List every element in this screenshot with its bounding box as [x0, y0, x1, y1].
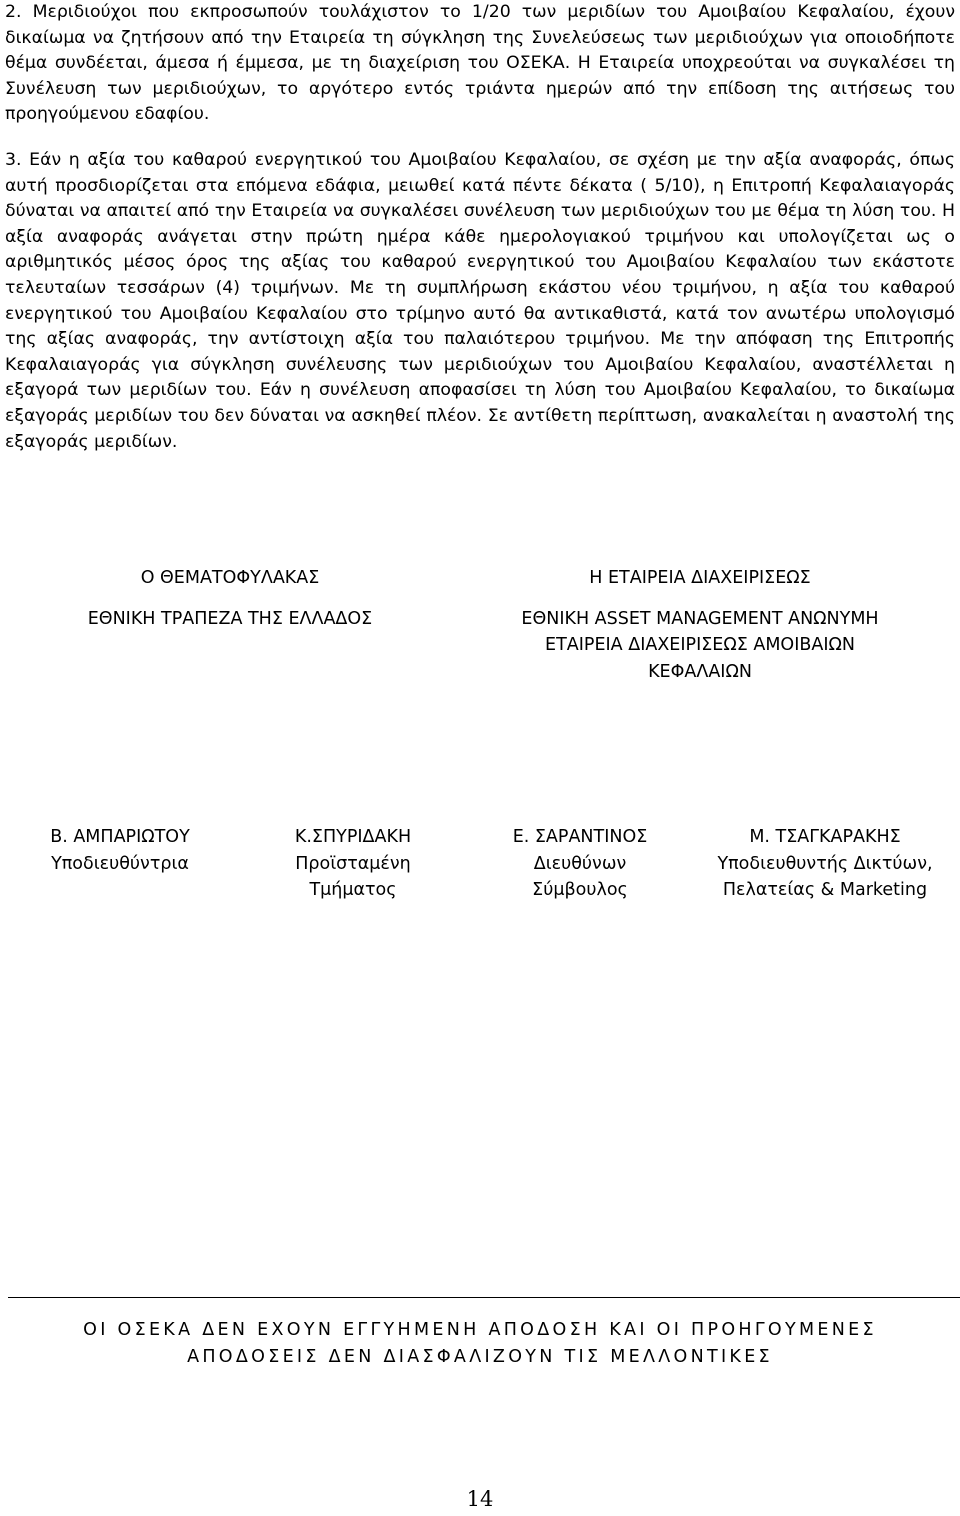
signatory — [253, 824, 453, 904]
manager-role: Η ΕΤΑΙΡΕΙΑ ΔΙΑΧΕΙΡΙΣΕΩΣ — [589, 568, 811, 588]
signatory-name: Κ.ΣΠΥΡΙΔΑΚΗ — [294, 827, 412, 847]
manager-name-line: ΕΤΑΙΡΕΙΑ ΔΙΑΧΕΙΡΙΣΕΩΣ ΑΜΟΙΒΑΙΩΝ — [545, 635, 855, 655]
signatory-title: Πελατείας & Marketing — [722, 880, 928, 900]
manager-name-line: ΚΕΦΑΛΑΙΩΝ — [648, 661, 752, 682]
signatory-name: Ε. ΣΑΡΑΝΤΙΝΟΣ — [512, 827, 648, 847]
signatory-title: Σύμβουλος — [532, 880, 628, 900]
disclaimer-line: ΟΙ ΟΣΕΚΑ ΔΕΝ ΕΧΟΥΝ ΕΓΓΥΗΜΕΝΗ ΑΠΟΔΟΣΗ ΚΑΙ ΟΙ ΠΡΟΗΓΟΥΜΕΝΕΣ — [83, 1320, 877, 1340]
signatory-title: Υποδιευθυντής Δικτύων, — [717, 853, 933, 874]
paragraph-2: 2. Μεριδιούχοι που εκπροσωπούν τουλάχιστον το 1/20 των μεριδίων του Αμοιβαίου Κεφαλαίου, έχουν δικαίωμα να ζητήσουν από την Εταιρεία τη σύγκληση της Συνελεύσεως των μεριδιούχων για οποιοδήποτε θέμα συνδέεται, άμεσα ή έμμεσα, με τη διαχείριση του ΟΣΕΚΑ. Η Εταιρεία υποχρεούται να συγκαλέσει τη Συνέλευση των μεριδιούχων, το αργότερο εντός τριάντα ημερών από την επίδοση της αιτήσεως του προηγούμενου εδαφίου. — [5, 2, 955, 125]
disclaimer-line: ΑΠΟΔΟΣΕΙΣ ΔΕΝ ΔΙΑΣΦΑΛΙΖΟΥΝ ΤΙΣ ΜΕΛΛΟΝΤΙΚΕΣ — [187, 1347, 773, 1367]
signatory — [480, 824, 680, 904]
signatory-title: Υποδιευθύντρια — [51, 853, 189, 874]
signatory — [705, 824, 945, 904]
signatory-title: Διευθύνων — [533, 853, 627, 874]
signatory-title: Τμήματος — [309, 880, 397, 900]
page-number: 14 — [466, 1487, 494, 1511]
horizontal-divider — [8, 1297, 960, 1298]
custodian-role: Ο ΘΕΜΑΤΟΦΥΛΑΚΑΣ — [140, 568, 320, 588]
disclaimer — [0, 1317, 960, 1371]
manager-block — [490, 565, 910, 685]
custodian-block — [50, 565, 410, 632]
signatory-title: Προϊσταμένη — [295, 853, 411, 874]
signatory-name: Β. ΑΜΠΑΡΙΩΤΟΥ — [50, 827, 190, 847]
paragraph-3: 3. Εάν η αξία του καθαρού ενεργητικού του Αμοιβαίου Κεφαλαίου, σε σχέση με την αξία αναφοράς, όπως αυτή προσδιορίζεται στα επόμενα εδάφια, μειωθεί κατά πέντε δέκατα ( 5/10), η Επιτροπή Κεφαλαιαγοράς δύναται να απαιτεί από την Εταιρεία να συγκαλέσει συνέλευση των μεριδιούχων του με θέμα τη λύση του. Η αξία αναφοράς ανάγεται στην πρώτη ημέρα κάθε ημερολογιακού τριμήνου και υπολογίζεται ως ο αριθμητικός μέσος όρος της αξίας του καθαρού ενεργητικού του Αμοιβαίου Κεφαλαίου των εκάστοτε τελευταίων τεσσάρων (4) τριμήνων. Με τη συμπλήρωση εκάστου νέου τριμήνου, η αξία του καθαρού ενεργητικού του Αμοιβαίου Κεφαλαίου στο τρίμηνο αυτό θα αντικαθιστά, κατά τον ανωτέρω υπολογισμό της αξίας αναφοράς, την αντίστοιχη αξία του παλαιότερου τριμήνου. Με την απόφαση της Επιτροπής Κεφαλαιαγοράς για σύγκληση συνέλευσης των μεριδιούχων του Αμοιβαίου Κεφαλαίου, αναστέλλεται η εξαγορά των μεριδίων του. Εάν η συνέλευση αποφασίσει τη λύση του Αμοιβαίου Κεφαλαίου, το δικαίωμα εξαγοράς μεριδίων του δεν δύναται να ασκηθεί πλέον. Σε αντίθετη περίπτωση, ανακαλείται η αναστολή της εξαγοράς μεριδίων. — [5, 150, 955, 452]
signatory — [20, 824, 220, 877]
signatory-name: Μ. ΤΣΑΓΚΑΡΑΚΗΣ — [749, 827, 901, 847]
custodian-name: ΕΘΝΙΚΗ ΤΡΑΠΕΖΑ ΤΗΣ ΕΛΛΑΔΟΣ — [87, 608, 373, 629]
manager-name-line: ΕΘΝΙΚΗ ASSET MANAGEMENT ΑΝΩΝΥΜΗ — [521, 608, 879, 629]
